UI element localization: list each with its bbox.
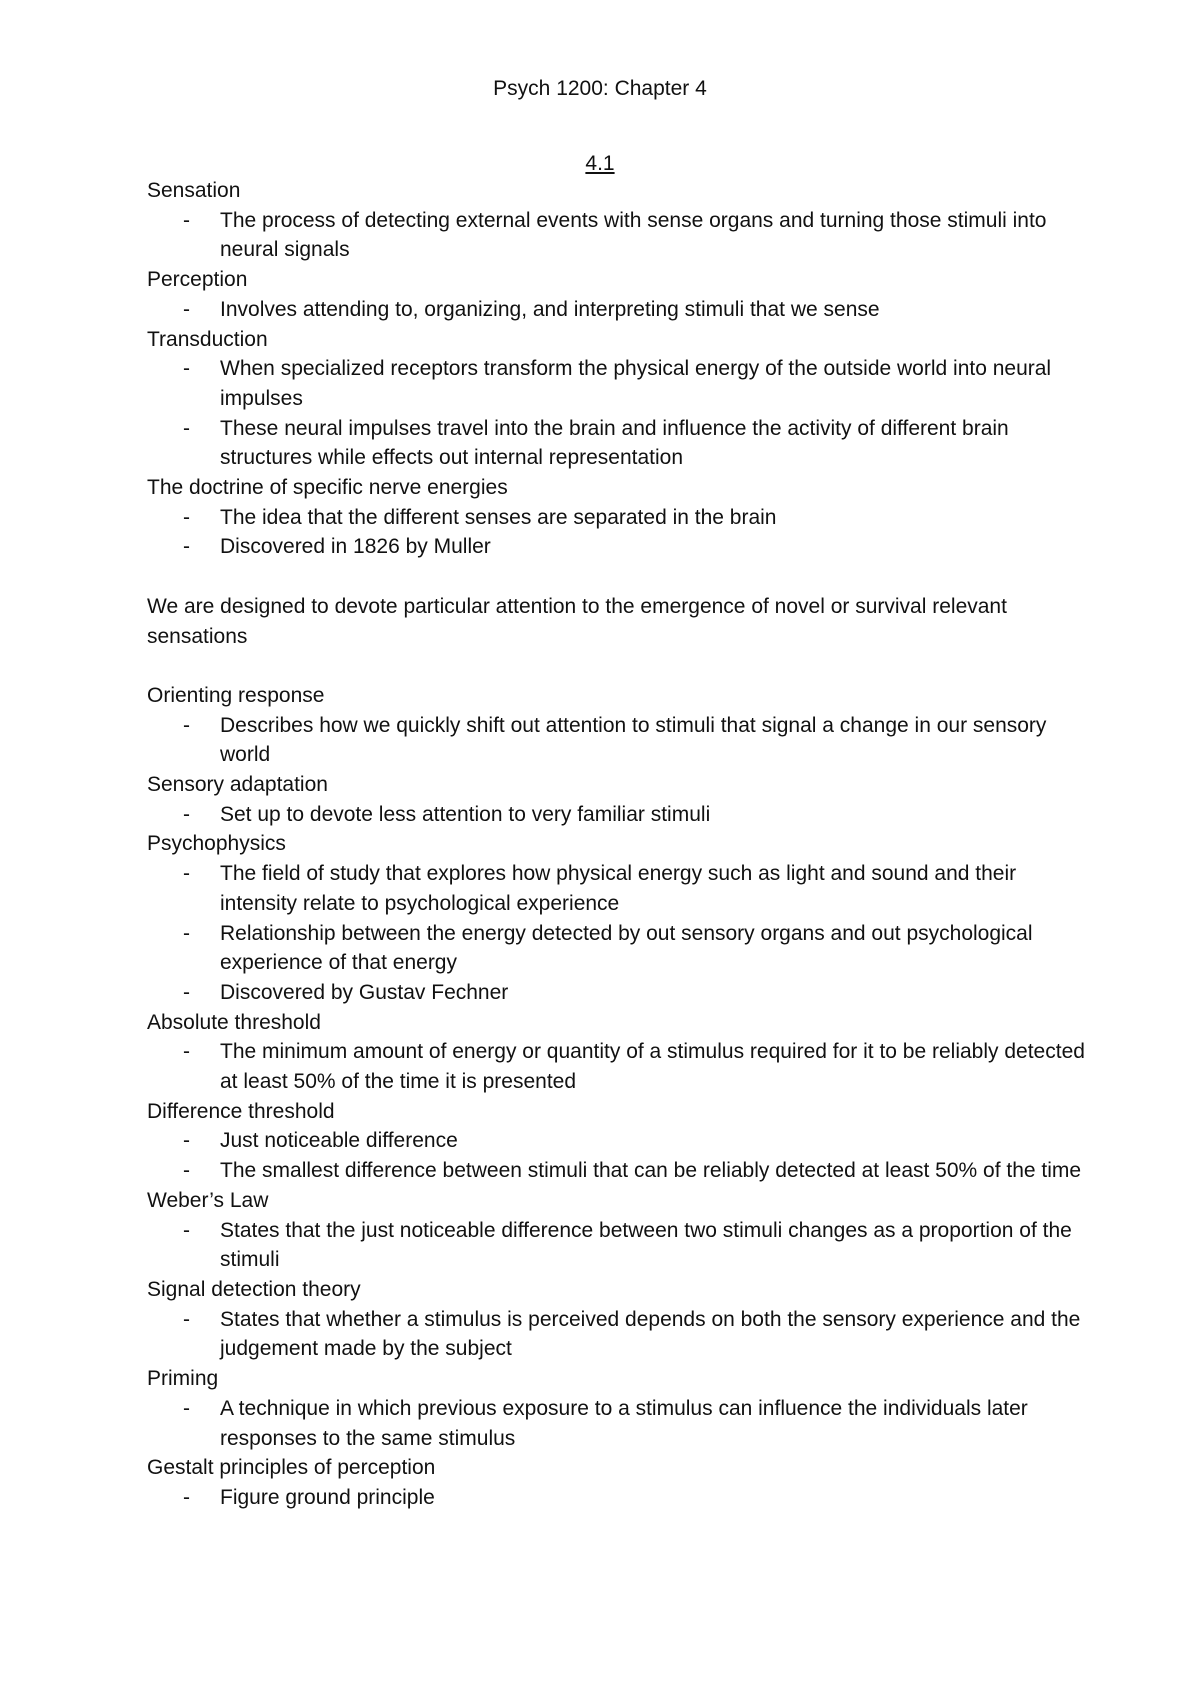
bullet-item [147,919,1087,978]
bullet-text: Involves attending to, organizing, and interpreting stimuli that we sense [220,297,880,321]
bullet-text: The minimum amount of energy or quantity of a stimulus required for it to be reliably detected at least 50% of the time it is presented [220,1040,1085,1094]
term-block [147,1275,1087,1364]
bullet-list [147,1305,1087,1364]
bullet-list [147,295,1087,325]
term-heading: Signal detection theory [147,1277,361,1301]
bullet-item [147,1156,1087,1186]
bullet-dash: - [183,802,190,826]
bullet-dash: - [183,297,190,321]
term-heading: Priming [147,1367,219,1391]
term-block [147,1008,1087,1097]
bullet-dash: - [183,1485,190,1509]
bullet-item [147,1305,1087,1364]
bullet-text: The process of detecting external events with sense organs and turning those stimuli into neural signals [220,208,1047,262]
term-heading: Psychophysics [147,832,286,856]
bullet-dash: - [183,1218,190,1242]
bullet-list [147,859,1087,1008]
section-heading: 4.1 [585,152,615,175]
term-block [147,681,1087,770]
term-block [147,265,1087,324]
bullet-item [147,295,1087,325]
bullet-item [147,1483,1087,1513]
bullet-item [147,1126,1087,1156]
bullet-text: The field of study that explores how physical energy such as light and sound and their intensity relate to psychological experience [220,862,1017,915]
bullet-text: Discovered in 1826 by Muller [220,535,491,559]
bullet-item [147,206,1087,265]
bullet-list [147,1394,1087,1453]
bullet-text: States that whether a stimulus is perceived depends on both the sensory experience and the judgement made by the subject [220,1307,1081,1361]
bullet-dash: - [183,1040,190,1064]
term-heading: Sensation [147,179,241,202]
bullet-item [147,1394,1087,1453]
term-block [147,1097,1087,1186]
term-heading: The doctrine of specific nerve energies [147,476,508,500]
bullet-item [147,800,1087,830]
bullet-dash: - [183,1129,190,1153]
term-block [147,1186,1087,1275]
bullet-item [147,859,1087,918]
term-heading: Absolute threshold [147,1010,321,1034]
term-heading: Difference threshold [147,1099,335,1123]
blank-line [147,562,1087,592]
bullet-dash: - [183,862,190,886]
bullet-item [147,414,1087,473]
bullet-list [147,206,1087,265]
bullet-dash: - [183,357,190,381]
bullet-item [147,503,1087,533]
bullet-text: The idea that the different senses are separated in the brain [220,505,777,529]
bullet-text: Set up to devote less attention to very familiar stimuli [220,802,711,826]
bullet-dash: - [183,1396,190,1420]
bullet-list [147,1037,1087,1096]
term-block [147,770,1087,829]
bullet-dash: - [183,980,190,1004]
term-heading: Transduction [147,327,268,351]
bullet-list [147,711,1087,770]
bullet-dash: - [183,1307,190,1331]
bullet-text: When specialized receptors transform the physical energy of the outside world into neural impulses [220,357,1052,410]
bullet-text: Relationship between the energy detected by out sensory organs and out psychological experience of that energy [220,921,1033,975]
bullet-item [147,978,1087,1008]
bullet-text: Describes how we quickly shift out attention to stimuli that signal a change in our sensory world [220,713,1047,767]
body-paragraph: We are designed to devote particular attention to the emergence of novel or survival relevant sensations [147,594,1007,648]
bullet-item [147,711,1087,770]
term-block [147,473,1087,562]
document-body [147,176,1087,1513]
bullet-list [147,503,1087,562]
bullet-dash: - [183,208,190,232]
bullet-list [147,1483,1087,1513]
bullet-text: Just noticeable difference [220,1129,458,1153]
term-block [147,325,1087,474]
bullet-text: The smallest difference between stimuli that can be reliably detected at least 50% of the time [220,1159,1082,1183]
bullet-text: A technique in which previous exposure to a stimulus can influence the individuals later responses to the same stimulus [220,1396,1028,1450]
bullet-dash: - [183,921,190,945]
term-block [147,176,1087,265]
term-heading: Gestalt principles of perception [147,1456,436,1480]
bullet-dash: - [183,416,190,440]
bullet-item [147,354,1087,413]
term-block [147,1453,1087,1512]
bullet-text: States that the just noticeable difference between two stimuli changes as a proportion of the stimuli [220,1218,1072,1272]
bullet-dash: - [183,535,190,559]
term-heading: Sensory adaptation [147,773,328,797]
bullet-dash: - [183,1159,190,1183]
bullet-text: Figure ground principle [220,1485,435,1509]
term-heading: Orienting response [147,683,325,707]
bullet-text: These neural impulses travel into the brain and influence the activity of different brain structures while effects out internal representation [220,416,1009,470]
bullet-list [147,354,1087,473]
bullet-item [147,1216,1087,1275]
bullet-item [147,532,1087,562]
term-heading: Weber’s Law [147,1188,269,1212]
document-title: Psych 1200: Chapter 4 [493,77,707,100]
term-block [147,1364,1087,1453]
bullet-list [147,1126,1087,1185]
bullet-list [147,1216,1087,1275]
bullet-text: Discovered by Gustav Fechner [220,980,509,1004]
bullet-dash: - [183,505,190,529]
bullet-list [147,800,1087,830]
blank-line [147,651,1087,681]
bullet-item [147,1037,1087,1096]
term-block [147,829,1087,1007]
bullet-dash: - [183,713,190,737]
term-heading: Perception [147,268,248,292]
